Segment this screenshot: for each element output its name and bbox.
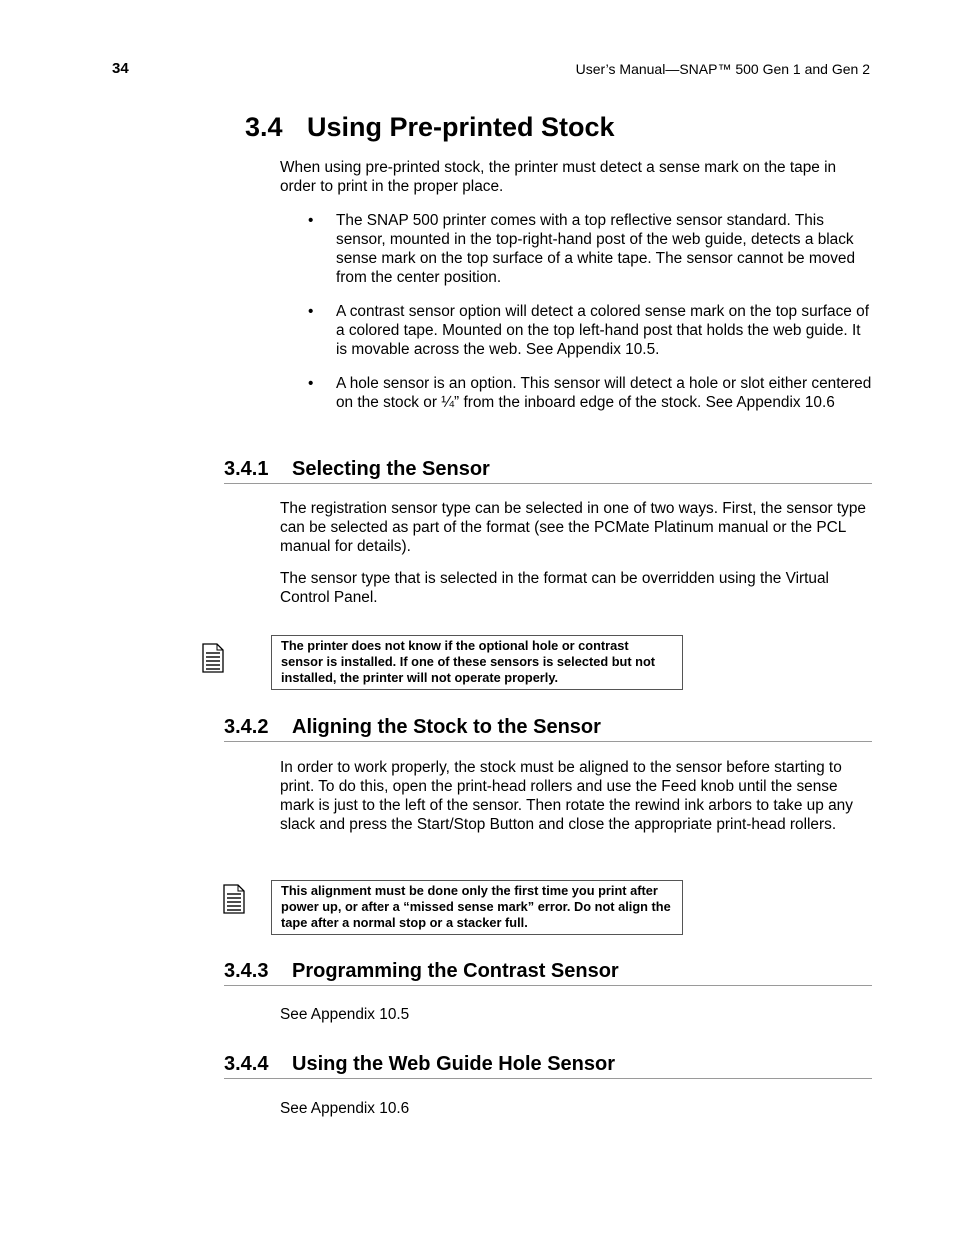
paragraph: In order to work properly, the stock must be aligned to the sensor before starting to print. To do this, open the print-head rollers and use the Feed knob until the sense mark is just to the left of the sensor. Then rotate the rewind ink arbors to take up any slack and press the Start/Stop Button and close the appropriate print-head rollers. — [280, 759, 853, 833]
note-page-icon — [223, 884, 245, 914]
subsection-title: Aligning the Stock to the Sensor — [292, 716, 601, 738]
sensor-bullet-list — [308, 211, 874, 427]
subsection-heading-3-4-2 — [224, 716, 872, 742]
subsection-number: 3.4.4 — [224, 1053, 269, 1075]
subsection-title: Programming the Contrast Sensor — [292, 960, 619, 982]
subsection-heading-3-4-3 — [224, 960, 872, 986]
subsection-title: Using the Web Guide Hole Sensor — [292, 1053, 616, 1075]
subsection-number: 3.4.2 — [224, 716, 269, 738]
list-item — [308, 302, 874, 359]
subsection-heading-3-4-1 — [224, 458, 872, 484]
paragraph: See Appendix 10.5 — [280, 1006, 410, 1023]
subsection-number: 3.4.3 — [224, 960, 269, 982]
subsection-title: Selecting the Sensor — [292, 458, 490, 480]
bullet-marker: • — [308, 212, 314, 229]
note-box: The printer does not know if the optional hole or contrast sensor is installed. If one of these sensors is selected but not installed, the printer will not operate properly. — [271, 635, 683, 690]
list-item-text: The SNAP 500 printer comes with a top reflective sensor standard. This sensor, mounted in the top-right-hand post of the web guide, detects a black sense mark on the top surface of a white tape. The sensor cannot be moved from the center position. — [336, 212, 856, 286]
note-page-icon — [202, 643, 224, 673]
paragraph: See Appendix 10.6 — [280, 1100, 410, 1117]
bullet-marker: • — [308, 375, 314, 392]
subsection-heading-3-4-4 — [224, 1053, 872, 1079]
paragraph: The registration sensor type can be selected in one of two ways. First, the sensor type can be selected as part of the format (see the PCMate Platinum manual or the PCL manual for details). — [280, 500, 866, 555]
list-item-text: A contrast sensor option will detect a colored sense mark on the top surface of a colored tape. Mounted on the top left-hand post that holds the web guide. It is movable across the web. See Appendix 10.5. — [336, 303, 869, 358]
list-item — [308, 374, 874, 412]
list-item-text: A hole sensor is an option. This sensor will detect a hole or slot either centered on the stock or ¼” from the inboard edge of the stock. See Appendix 10.6 — [336, 375, 872, 411]
section-number: 3.4 — [245, 112, 283, 142]
section-intro: When using pre-printed stock, the printer must detect a sense mark on the tape in order to print in the proper place. — [280, 159, 837, 195]
paragraph: The sensor type that is selected in the format can be overridden using the Virtual Control Panel. — [280, 570, 829, 606]
bullet-marker: • — [308, 303, 314, 320]
page-number: 34 — [112, 60, 129, 77]
section-title: Using Pre-printed Stock — [307, 112, 615, 142]
section-heading — [245, 112, 615, 143]
list-item — [308, 211, 874, 287]
subsection-number: 3.4.1 — [224, 458, 269, 480]
note-box: This alignment must be done only the first time you print after power up, or after a “missed sense mark” error. Do not align the tape after a normal stop or a stacker full. — [271, 880, 683, 935]
running-header: User’s Manual—SNAP™ 500 Gen 1 and Gen 2 — [575, 61, 870, 77]
